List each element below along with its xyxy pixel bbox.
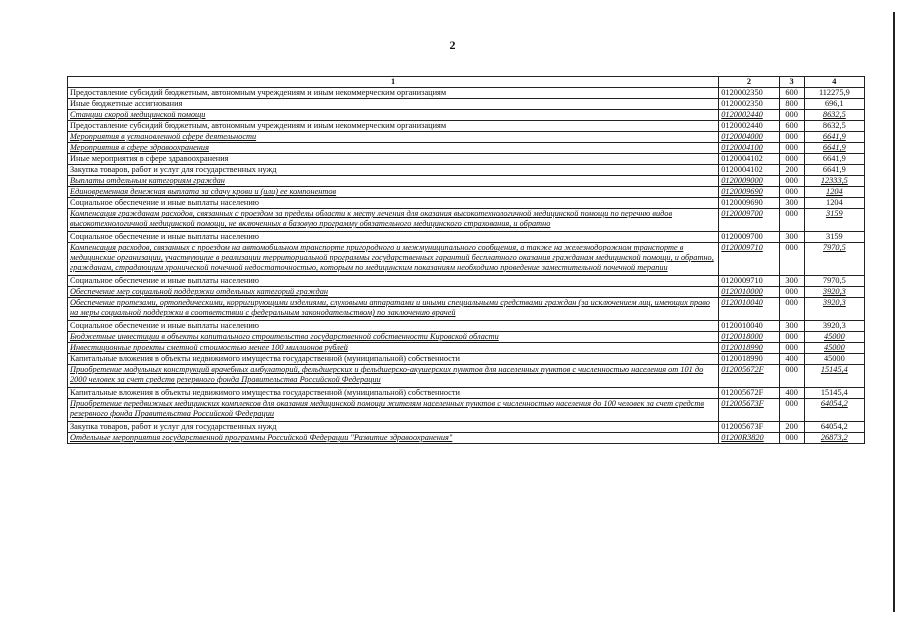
row-name-cell: [68, 287, 719, 298]
row-name-cell: [68, 132, 719, 143]
row-name-cell: Закупка товаров, работ и услуг для государственных нужд: [68, 165, 719, 176]
row-code-cell: [719, 298, 779, 321]
row-code-cell-text: 0120018990: [721, 343, 763, 352]
row-type-cell: 000: [779, 143, 804, 154]
row-sum-cell: [804, 433, 864, 444]
row-name-cell: Социальное обеспечение и иные выплаты населению: [68, 232, 719, 243]
table-row: [68, 121, 865, 132]
row-sum-cell: [804, 298, 864, 321]
row-code-cell: [719, 132, 779, 143]
row-sum-cell: [804, 209, 864, 232]
row-sum-cell: 45000: [804, 354, 864, 365]
row-type-cell: 400: [779, 388, 804, 399]
row-name-cell: [68, 332, 719, 343]
row-code-cell-text: 0120010000: [721, 287, 763, 296]
row-type-cell: 300: [779, 198, 804, 209]
row-code-cell-text: 012005673F: [721, 399, 764, 408]
budget-table: [67, 76, 865, 444]
row-type-cell: 000: [779, 187, 804, 198]
row-code-cell: 0120009710: [719, 276, 779, 287]
row-code-cell: [719, 343, 779, 354]
row-sum-cell: 64054,2: [804, 422, 864, 433]
row-type-cell: 000: [779, 343, 804, 354]
row-name-cell-text: Приобретение модульных конструкций врачебных амбулаторий, фельдшерских и фельдшерско-акушерских пунктов для населенных пунктов с численностью населения от 101 до 2000 человек за счет средств резервного фонда Правительства Российской Федерации: [70, 365, 704, 384]
table-row: [68, 388, 865, 399]
row-type-cell: 000: [779, 399, 804, 422]
row-sum-cell: [804, 187, 864, 198]
row-sum-cell: [804, 365, 864, 388]
row-sum-cell: 8632,5: [804, 121, 864, 132]
row-code-cell: 0120018990: [719, 354, 779, 365]
table-row: [68, 298, 865, 321]
table-row: [68, 165, 865, 176]
row-code-cell: [719, 399, 779, 422]
row-name-cell-text: Обеспечение мер социальной поддержки отдельных категорий граждан: [70, 287, 328, 296]
row-name-cell-text: Мероприятия в установленной сфере деятельности: [70, 132, 257, 141]
row-type-cell: 600: [779, 121, 804, 132]
row-name-cell: [68, 433, 719, 444]
row-name-cell: Иные бюджетные ассигнования: [68, 99, 719, 110]
header-cell-sum: 4: [804, 77, 864, 88]
row-sum-cell: [804, 143, 864, 154]
header-cell-code: 2: [719, 77, 779, 88]
row-code-cell-text: 0120004000: [721, 132, 763, 141]
row-type-cell: 000: [779, 209, 804, 232]
table-row: [68, 321, 865, 332]
row-type-cell: 000: [779, 110, 804, 121]
table-row: [68, 232, 865, 243]
row-name-cell: Социальное обеспечение и иные выплаты населению: [68, 198, 719, 209]
row-code-cell: [719, 143, 779, 154]
table-row: [68, 343, 865, 354]
row-sum-cell: 112275,9: [804, 88, 864, 99]
row-name-cell-text: Мероприятия в сфере здравоохранения: [70, 143, 209, 152]
row-sum-cell-text: 1204: [826, 187, 843, 196]
table-row: [68, 332, 865, 343]
row-code-cell: [719, 365, 779, 388]
row-type-cell: 200: [779, 422, 804, 433]
table-row: [68, 287, 865, 298]
row-type-cell: 400: [779, 354, 804, 365]
row-sum-cell-text: 3920,3: [822, 287, 846, 296]
row-type-cell: 300: [779, 276, 804, 287]
row-sum-cell-text: 3159: [826, 209, 843, 218]
table-row: [68, 422, 865, 433]
row-sum-cell: [804, 243, 864, 276]
row-code-cell: 012005672F: [719, 388, 779, 399]
row-name-cell: [68, 343, 719, 354]
row-sum-cell-text: 3920,3: [822, 298, 846, 307]
row-type-cell: 300: [779, 321, 804, 332]
row-name-cell: Капитальные вложения в объекты недвижимого имущества государственной (муниципальной) собственности: [68, 354, 719, 365]
row-name-cell: [68, 110, 719, 121]
table-row: [68, 243, 865, 276]
table-row: [68, 209, 865, 232]
row-sum-cell-text: 6641,9: [822, 132, 846, 141]
row-code-cell: 0120002350: [719, 99, 779, 110]
table-row: [68, 132, 865, 143]
row-type-cell: 300: [779, 232, 804, 243]
row-sum-cell: [804, 287, 864, 298]
table-row: [68, 176, 865, 187]
table-row: [68, 198, 865, 209]
row-code-cell-text: 0120004100: [721, 143, 763, 152]
row-type-cell: 000: [779, 243, 804, 276]
row-code-cell: [719, 433, 779, 444]
row-name-cell: [68, 399, 719, 422]
row-code-cell-text: 0120018000: [721, 332, 763, 341]
row-type-cell: 000: [779, 132, 804, 143]
row-name-cell: Социальное обеспечение и иные выплаты населению: [68, 321, 719, 332]
row-sum-cell-text: 7970,5: [822, 243, 846, 252]
table-row: [68, 354, 865, 365]
table-row: [68, 365, 865, 388]
row-code-cell-text: 0120002440: [721, 110, 763, 119]
table-row: [68, 110, 865, 121]
row-name-cell: [68, 365, 719, 388]
row-sum-cell-text: 26873,2: [820, 433, 848, 442]
row-name-cell: [68, 209, 719, 232]
row-sum-cell: 6641,9: [804, 154, 864, 165]
row-code-cell: 0120009700: [719, 232, 779, 243]
row-name-cell: [68, 298, 719, 321]
row-code-cell: [719, 243, 779, 276]
row-sum-cell: 7970,5: [804, 276, 864, 287]
row-code-cell: [719, 176, 779, 187]
row-name-cell-text: Отдельные мероприятия государственной программы Российской Федерации "Развитие здравоохранения": [70, 433, 453, 442]
row-type-cell: 000: [779, 154, 804, 165]
row-sum-cell: [804, 399, 864, 422]
row-sum-cell: 1204: [804, 198, 864, 209]
row-sum-cell-text: 45000: [823, 332, 845, 341]
row-name-cell: Предоставление субсидий бюджетным, автономным учреждениям и иным некоммерческим организациям: [68, 121, 719, 132]
row-name-cell-text: Станции скорой медицинской помощи: [70, 110, 206, 119]
header-cell-type: 3: [779, 77, 804, 88]
row-sum-cell: [804, 343, 864, 354]
row-sum-cell: 3159: [804, 232, 864, 243]
row-code-cell: 0120002440: [719, 121, 779, 132]
row-code-cell-text: 0120009000: [721, 176, 763, 185]
header-cell-name: 1: [68, 77, 719, 88]
row-name-cell: [68, 187, 719, 198]
row-name-cell-text: Компенсация расходов, связанных с проездом на автомобильном транспорте пригородного и межмуниципального сообщения, а также на железнодорожном транспорте в медицинские организации, участвующие в реализации территориальной программы государственных гарантий бесплатного оказания гражданам медицинской помощи, и обратно, гражданам, страдающим хронической почечной недостаточностью, которым по медицинским показаниям необходимо проведение заместительной почечной терапии: [70, 243, 714, 272]
row-code-cell-text: 0120009700: [721, 209, 763, 218]
table-row: [68, 276, 865, 287]
row-code-cell: 0120004102: [719, 154, 779, 165]
row-type-cell: 600: [779, 88, 804, 99]
row-sum-cell: 696,1: [804, 99, 864, 110]
row-code-cell: 0120002350: [719, 88, 779, 99]
row-sum-cell: [804, 176, 864, 187]
row-sum-cell: 6641,9: [804, 165, 864, 176]
row-name-cell-text: Компенсация гражданам расходов, связанных с проездом за пределы области к месту лечения для оказания высокотехнологичной медицинской помощи по перечню видов высокотехнологичной медицинской помощи, не включенных в базовую программу обязательного медицинского страхования, и обратно: [70, 209, 673, 228]
row-sum-cell: 3920,3: [804, 321, 864, 332]
row-type-cell: 000: [779, 433, 804, 444]
table-row: [68, 187, 865, 198]
row-code-cell-text: 01200R3820: [721, 433, 764, 442]
table-row: [68, 433, 865, 444]
row-name-cell: [68, 176, 719, 187]
row-code-cell: [719, 332, 779, 343]
row-type-cell: 000: [779, 298, 804, 321]
table-row: [68, 88, 865, 99]
row-sum-cell: [804, 110, 864, 121]
row-sum-cell: [804, 132, 864, 143]
row-code-cell: [719, 187, 779, 198]
row-sum-cell-text: 6641,9: [822, 143, 846, 152]
table-row: [68, 99, 865, 110]
row-name-cell: [68, 243, 719, 276]
row-sum-cell-text: 12333,5: [820, 176, 848, 185]
row-code-cell: 0120004102: [719, 165, 779, 176]
table-row: [68, 143, 865, 154]
row-sum-cell-text: 64054,2: [820, 399, 848, 408]
row-sum-cell-text: 8632,5: [822, 110, 846, 119]
row-type-cell: 200: [779, 165, 804, 176]
row-code-cell-text: 012005672F: [721, 365, 764, 374]
row-name-cell-text: Приобретение передвижных медицинских комплексов для оказания медицинской помощи жителям населенных пунктов с численностью населения до 100 человек за счет средств резервного фонда Правительства Российской Федерации: [70, 399, 704, 418]
row-sum-cell: 15145,4: [804, 388, 864, 399]
row-name-cell: Иные мероприятия в сфере здравоохранения: [68, 154, 719, 165]
table-header-row: [68, 77, 865, 88]
row-name-cell-text: Бюджетные инвестиции в объекты капитального строительства государственной собственности Кировской области: [70, 332, 499, 341]
row-name-cell: [68, 143, 719, 154]
row-sum-cell: [804, 332, 864, 343]
row-code-cell: 012005673F: [719, 422, 779, 433]
row-code-cell: 0120010040: [719, 321, 779, 332]
page-number: 2: [449, 38, 456, 52]
row-type-cell: 000: [779, 332, 804, 343]
row-code-cell-text: 0120009710: [721, 243, 763, 252]
row-name-cell-text: Обеспечение протезами, ортопедическими, корригирующими изделиями, слуховыми аппаратами и иными специальными средствами граждан (за исключением лиц, имеющих право на меры социальной поддержки в соответствии с федеральным законодательством) по заключению врачей: [70, 298, 710, 317]
row-code-cell-text: 0120010040: [721, 298, 763, 307]
row-name-cell: Социальное обеспечение и иные выплаты населению: [68, 276, 719, 287]
row-type-cell: 000: [779, 176, 804, 187]
row-code-cell: [719, 209, 779, 232]
row-type-cell: 000: [779, 287, 804, 298]
row-name-cell-text: Инвестиционные проекты сметной стоимостью менее 100 миллионов рублей: [70, 343, 348, 352]
row-name-cell-text: Выплаты отдельным категориям граждан: [70, 176, 225, 185]
row-code-cell: [719, 287, 779, 298]
table-row: [68, 154, 865, 165]
row-name-cell: Закупка товаров, работ и услуг для государственных нужд: [68, 422, 719, 433]
row-name-cell-text: Единовременная денежная выплата за сдачу крови и (или) ее компонентов: [70, 187, 337, 196]
row-type-cell: 000: [779, 365, 804, 388]
row-type-cell: 800: [779, 99, 804, 110]
row-name-cell: Предоставление субсидий бюджетным, автономным учреждениям и иным некоммерческим организациям: [68, 88, 719, 99]
row-sum-cell-text: 15145,4: [820, 365, 848, 374]
row-sum-cell-text: 45000: [823, 343, 845, 352]
table-row: [68, 399, 865, 422]
row-name-cell: Капитальные вложения в объекты недвижимого имущества государственной (муниципальной) собственности: [68, 388, 719, 399]
row-code-cell: 0120009690: [719, 198, 779, 209]
row-code-cell: [719, 110, 779, 121]
row-code-cell-text: 0120009690: [721, 187, 763, 196]
page-edge-line: [893, 12, 895, 612]
